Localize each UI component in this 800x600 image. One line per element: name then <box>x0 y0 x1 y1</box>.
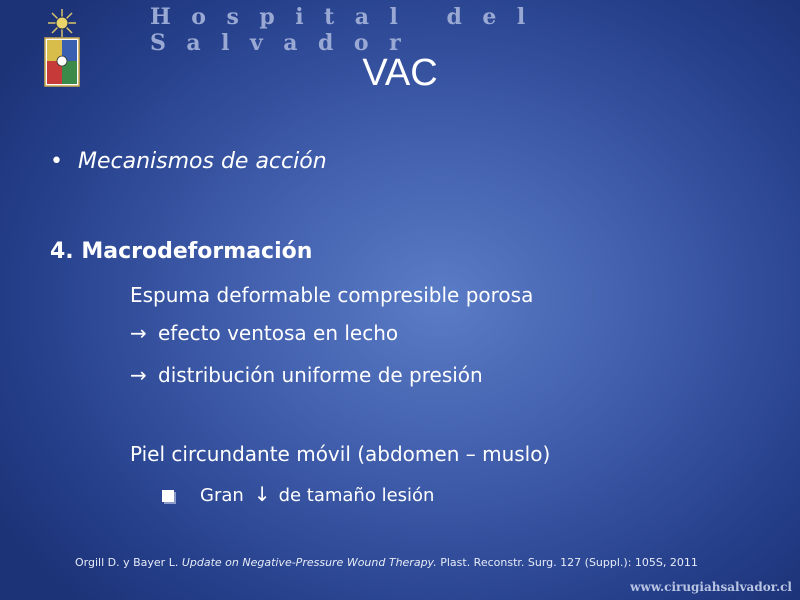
citation-authors: Orgill D. y Bayer L. <box>75 556 182 569</box>
bullet-item <box>50 149 327 174</box>
checkbox-icon <box>162 490 174 502</box>
arrow-line <box>130 321 398 345</box>
header-title: Hospital del Salvador <box>150 4 546 56</box>
sub-item-before: Gran <box>200 485 244 506</box>
slide-title: VAC <box>362 52 438 94</box>
arrow-line <box>130 363 483 387</box>
sub-item <box>162 482 434 506</box>
sub-item-after: de tamaño lesión <box>278 485 435 506</box>
arrow-line-text: efecto ventosa en lecho <box>158 321 399 345</box>
body-line: Espuma deformable compresible porosa <box>130 283 534 307</box>
bullet-text: Mecanismos de acción <box>78 149 327 174</box>
citation-source: Plast. Reconstr. Surg. 127 (Suppl.): 105S, 2011 <box>436 556 698 569</box>
body-line: Piel circundante móvil (abdomen – muslo) <box>130 442 551 466</box>
citation <box>75 556 698 569</box>
right-arrow-icon: → <box>130 321 147 345</box>
section-heading: 4. Macrodeformación <box>50 239 313 264</box>
footer-website: www.cirugiahsalvador.cl <box>630 580 792 594</box>
citation-title: Update on Negative-Pressure Wound Therapy. <box>181 556 437 569</box>
right-arrow-icon: → <box>130 363 147 387</box>
down-arrow-icon: ↓ <box>253 482 271 506</box>
bullet-icon: • <box>50 149 63 174</box>
arrow-line-text: distribución uniforme de presión <box>158 363 483 387</box>
